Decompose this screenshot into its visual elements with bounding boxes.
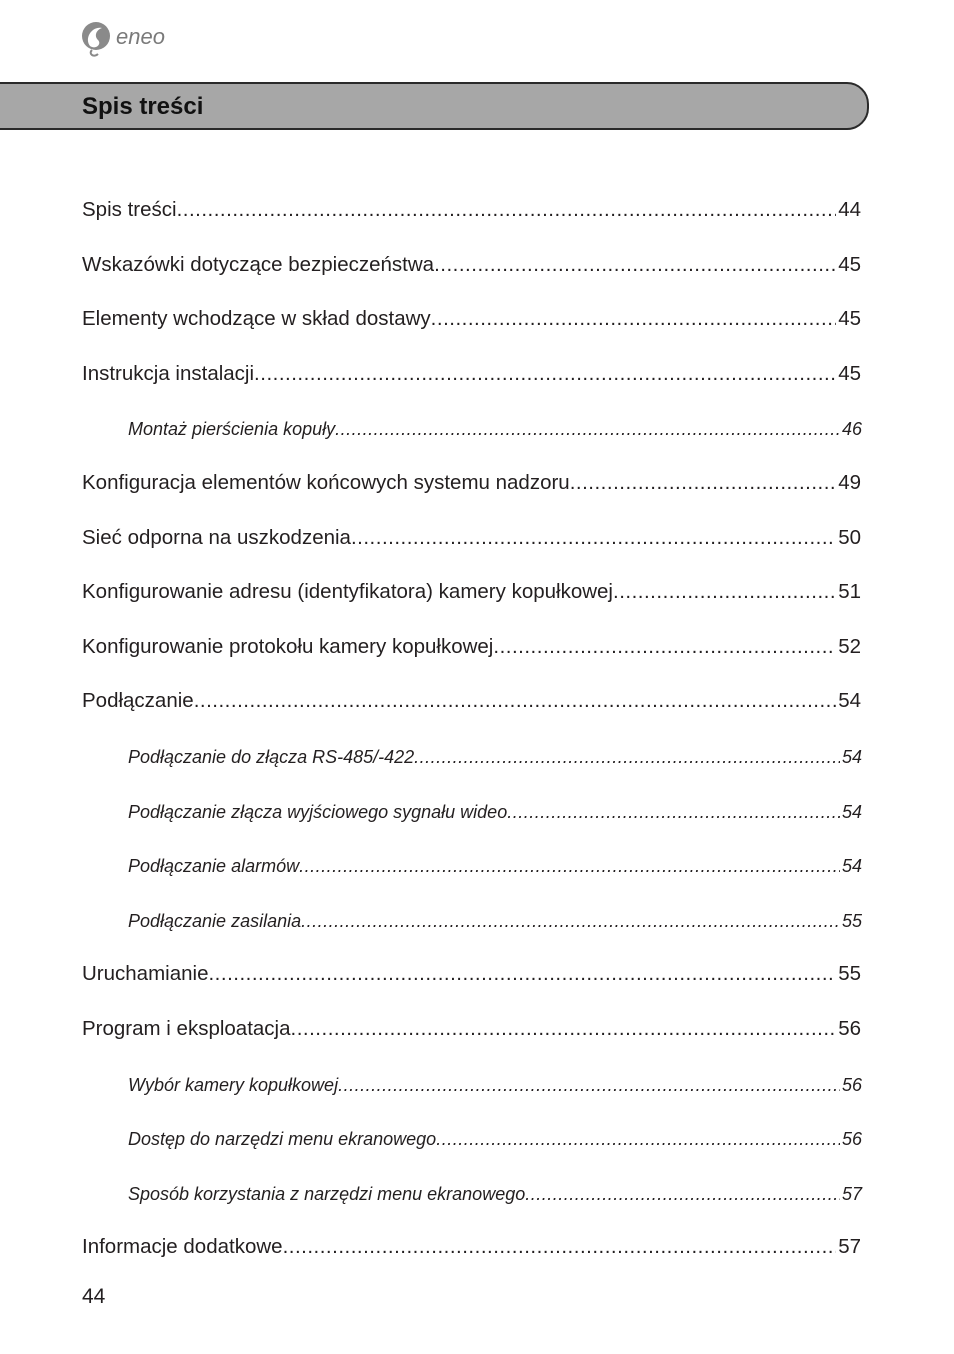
logo-text: eneo	[116, 24, 165, 49]
toc-entry-title: Konfiguracja elementów końcowych systemu nadzoru	[82, 471, 570, 494]
toc-entry-page: 56	[841, 1129, 862, 1150]
toc-subentry[interactable]	[128, 1127, 862, 1151]
toc-entry[interactable]	[82, 252, 861, 278]
toc-entry-title: Podłączanie	[82, 689, 194, 713]
toc-leader-dots	[194, 688, 836, 714]
toc-entry-page: 56	[841, 1074, 862, 1095]
toc-leader-dots	[570, 470, 836, 496]
toc-entry[interactable]	[82, 361, 861, 387]
eneo-logo-icon	[80, 16, 190, 60]
toc-entry-title: Spis treści	[82, 198, 177, 221]
toc-leader-dots	[436, 1127, 840, 1151]
toc-entry-title: Program i eksploatacja	[82, 1017, 291, 1040]
eneo-logo	[80, 16, 190, 60]
toc-entry-page: 52	[838, 634, 861, 658]
toc-leader-dots	[283, 1234, 837, 1260]
toc-leader-dots	[525, 1182, 840, 1206]
toc-entry-page: 49	[838, 471, 861, 494]
toc-entry-page: 46	[841, 419, 862, 440]
toc-entry[interactable]	[82, 1234, 861, 1260]
toc-entry[interactable]	[82, 197, 861, 223]
toc-entry-title: Wskazówki dotyczące bezpieczeństwa	[82, 252, 435, 276]
toc-entry-page: 55	[838, 962, 861, 986]
toc-entry[interactable]	[82, 688, 861, 714]
toc-entry[interactable]	[82, 961, 861, 987]
toc-entry-page: 55	[841, 910, 862, 931]
toc-subentry[interactable]	[128, 1182, 862, 1206]
toc-leader-dots	[507, 800, 840, 824]
toc-leader-dots	[414, 745, 840, 769]
toc-leader-dots	[338, 1073, 840, 1097]
toc-entry-page: 54	[841, 801, 862, 822]
toc-entry-page: 51	[838, 580, 861, 604]
toc-entry[interactable]	[82, 1016, 861, 1042]
toc-entry-page: 50	[838, 525, 861, 549]
toc-entry[interactable]	[82, 306, 861, 332]
toc-entry-page: 54	[841, 747, 862, 767]
toc-leader-dots	[299, 854, 840, 878]
toc-leader-dots	[301, 909, 840, 933]
toc-leader-dots	[177, 197, 837, 223]
toc-entry-page: 45	[838, 252, 861, 276]
toc-entry[interactable]	[82, 634, 861, 660]
toc-entry-page: 57	[841, 1183, 862, 1204]
toc-entry-title: Montaż pierścienia kopuły	[128, 419, 336, 440]
toc-entry-page: 45	[838, 361, 861, 385]
toc-entry-title: Podłączanie alarmów	[128, 856, 300, 877]
page-title: Spis treści	[82, 93, 204, 120]
toc-leader-dots	[291, 1016, 837, 1042]
toc-entry[interactable]	[82, 525, 861, 551]
toc-leader-dots	[335, 417, 840, 441]
toc-entry-title: Konfigurowanie protokołu kamery kopułkowej	[82, 634, 494, 658]
toc-entry-page: 44	[838, 198, 861, 221]
toc-entry[interactable]	[82, 470, 861, 496]
toc-entry-page: 56	[838, 1017, 861, 1040]
toc-entry-title: Sposób korzystania z narzędzi menu ekranowego	[128, 1183, 526, 1204]
toc-entry-title: Podłączanie złącza wyjściowego sygnału wideo	[128, 801, 508, 822]
page-number: 44	[82, 1285, 106, 1308]
toc-entry-title: Sieć odporna na uszkodzenia	[82, 525, 351, 549]
toc-entry-title: Uruchamianie	[82, 962, 209, 986]
toc-entry-page: 54	[841, 856, 862, 877]
toc-entry-title: Instrukcja instalacji	[82, 361, 255, 385]
toc-subentry[interactable]	[128, 1073, 862, 1097]
toc-entry-title: Informacje dodatkowe	[82, 1235, 283, 1259]
toc-entry-title: Dostęp do narzędzi menu ekranowego	[128, 1129, 437, 1150]
toc-entry-title: Wybór kamery kopułkowej	[128, 1074, 339, 1095]
toc-entry[interactable]	[82, 579, 861, 605]
toc-entry-page: 57	[838, 1235, 861, 1259]
toc-leader-dots	[493, 634, 836, 660]
toc-leader-dots	[351, 525, 836, 551]
toc-entry-title: Podłączanie do złącza RS-485/-422	[128, 747, 415, 767]
toc-subentry[interactable]	[128, 854, 862, 878]
toc-leader-dots	[613, 579, 836, 605]
toc-leader-dots	[254, 361, 836, 387]
toc-leader-dots	[434, 252, 836, 278]
toc-subentry[interactable]	[128, 909, 862, 933]
toc-leader-dots	[431, 306, 837, 332]
toc-entry-title: Elementy wchodzące w skład dostawy	[82, 307, 431, 331]
toc-entry-title: Konfigurowanie adresu (identyfikatora) kamery kopułkowej	[82, 580, 613, 604]
toc-leader-dots	[208, 961, 836, 987]
toc-entry-page: 45	[838, 307, 861, 331]
toc-subentry[interactable]	[128, 417, 862, 441]
toc-subentry[interactable]	[128, 745, 862, 769]
toc-entry-page: 54	[838, 689, 861, 713]
toc-subentry[interactable]	[128, 800, 862, 824]
toc-entry-title: Podłączanie zasilania	[128, 910, 302, 931]
